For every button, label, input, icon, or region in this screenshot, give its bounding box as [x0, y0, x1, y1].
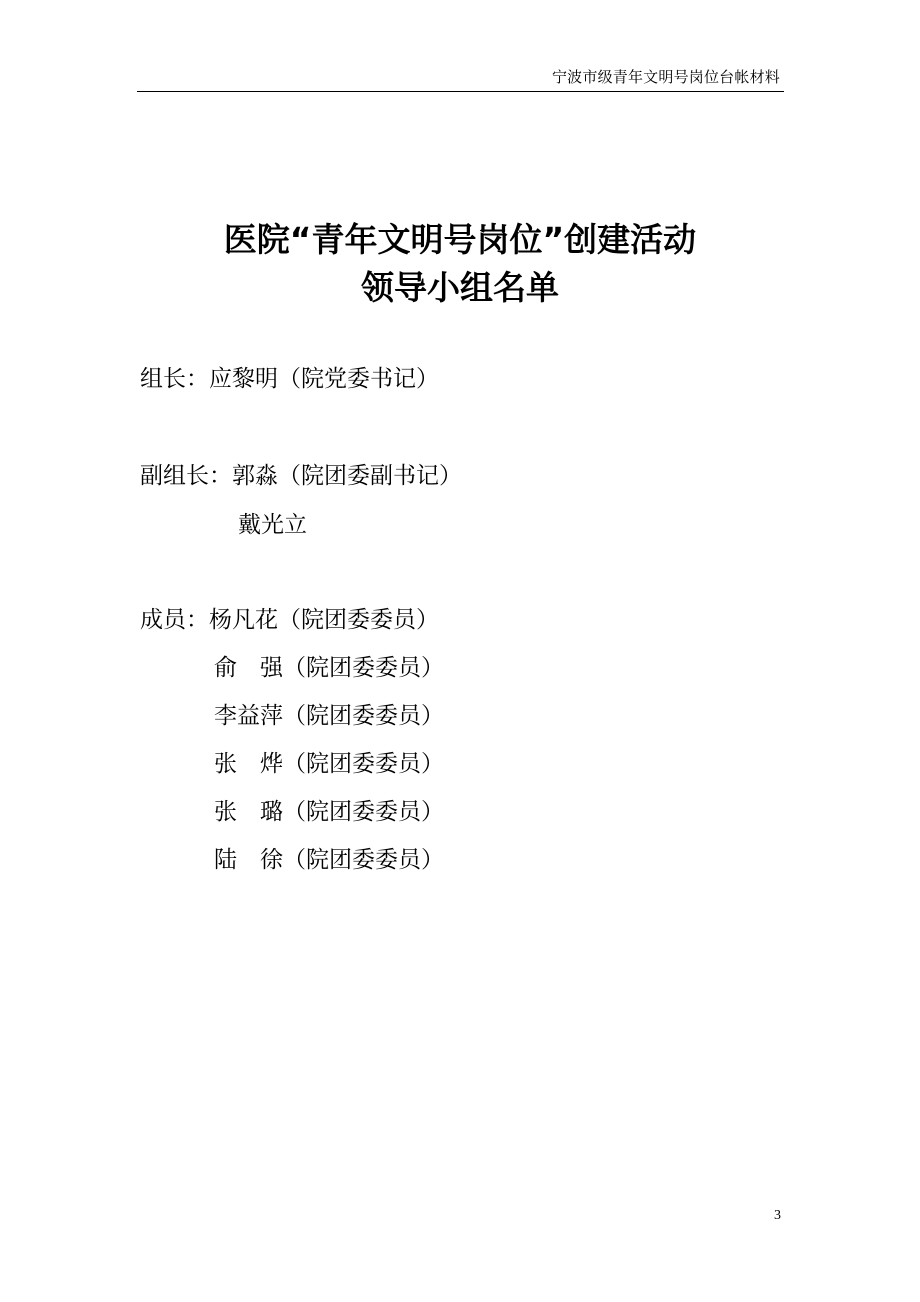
member-line: 张 璐（院团委委员） [214, 799, 444, 825]
member-line: 陆 徐（院团委委员） [214, 847, 444, 873]
deputy-line: 副组长：郭淼（院团委副书记） [140, 463, 462, 489]
title-line-1: 医院“青年文明号岗位”创建活动 [223, 220, 697, 259]
member-line: 俞 强（院团委委员） [214, 655, 444, 681]
page-number: 3 [774, 1208, 781, 1223]
member-line: 张 烨（院团委委员） [214, 751, 444, 777]
header-text: 宁波市级青年文明号岗位台帐材料 [551, 68, 780, 86]
title-line-2: 领导小组名单 [361, 268, 559, 307]
member-line: 李益萍（院团委委员） [214, 703, 444, 729]
member-line: 成员：杨凡花（院团委委员） [140, 607, 439, 633]
deputy-line: 戴光立 [238, 512, 307, 538]
header-rule [137, 91, 784, 92]
leader-line: 组长：应黎明（院党委书记） [140, 366, 439, 392]
